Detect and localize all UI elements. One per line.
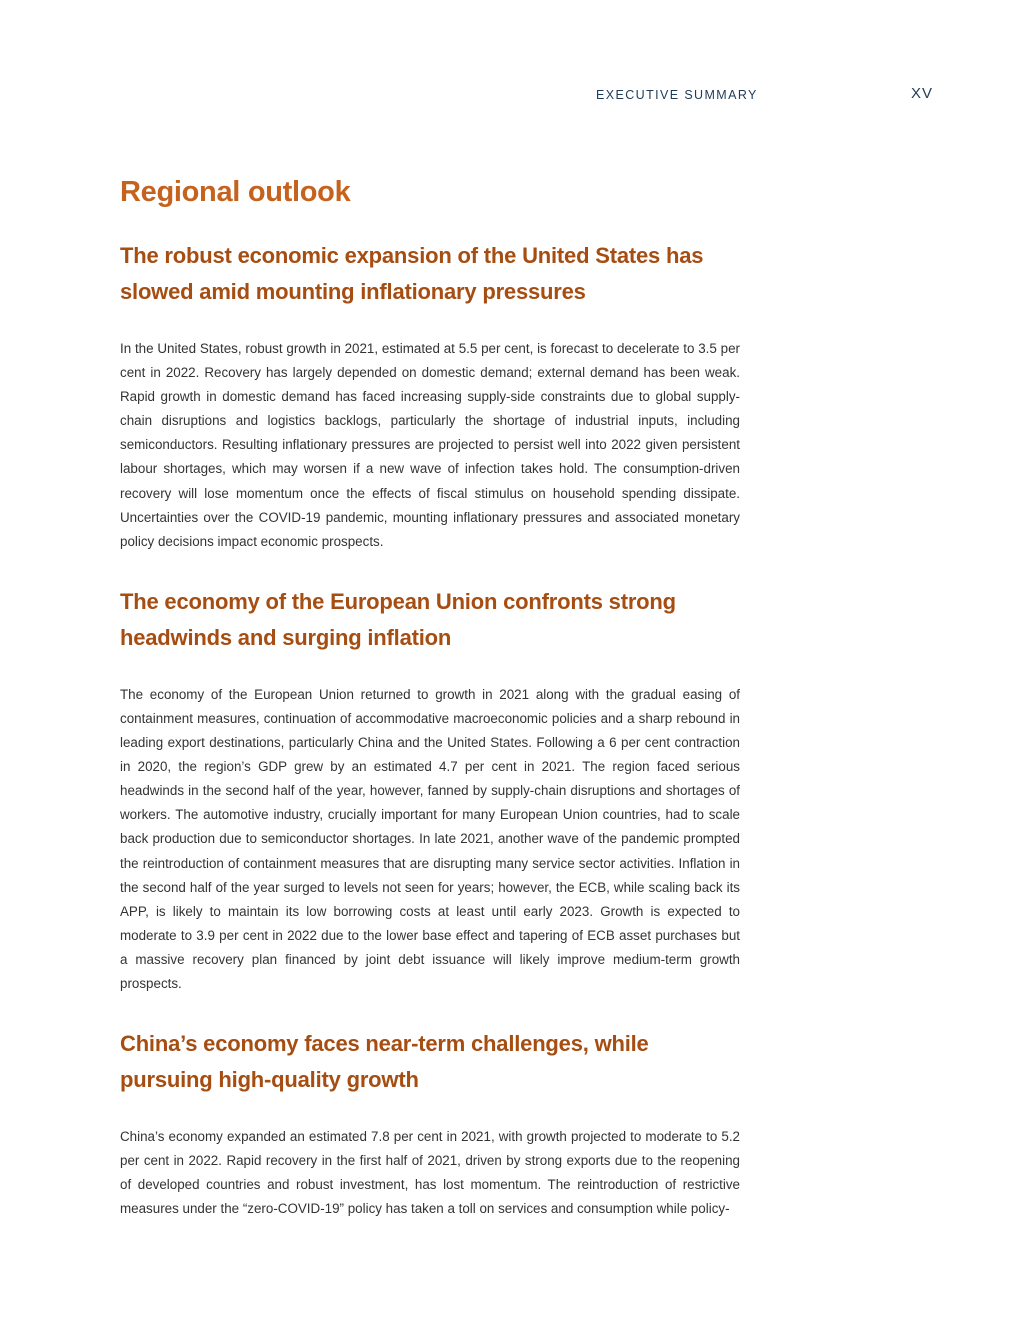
page-content (120, 172, 740, 1221)
subheading-china: China’s economy faces near-term challenges, while pursuing high-quality growth (120, 1031, 649, 1093)
section-title: Regional outlook (120, 176, 351, 208)
subheading-united-states: The robust economic expansion of the United States has slowed amid mounting inflationary pressures (120, 243, 704, 304)
paragraph-european-union: The economy of the European Union returned to growth in 2021 along with the gradual easing of containment measures, continuation of accommodative macroeconomic policies and a sharp rebound in leading export destinations, particularly China and the United States. Following a 6 per cent contraction in 2020, the region’s GDP grew by an estimated 4.7 per cent in 2021. The region faced serious headwinds in the second half of the year, however, fanned by supply-chain disruptions and shortages of workers. The automotive industry, crucially important for many European Union countries, had to scale back production due to semiconductor shortages. In late 2021, another wave of the pandemic prompted the reintroduction of containment measures that are disrupting many service sector activities. Inflation in the second half of the year surged to levels not seen for years; however, the ECB, while scaling back its APP, is likely to maintain its low borrowing costs at least until early 2023. Growth is expected to moderate to 3.9 per cent in 2022 due to the lower base effect and tapering of ECB asset purchases but a massive recovery plan financed by joint debt issuance will likely improve medium-term growth prospects. (120, 686, 740, 991)
page-number: XV (911, 85, 934, 102)
paragraph-china: China’s economy expanded an estimated 7.8 per cent in 2021, with growth projected to moderate to 5.2 per cent in 2022. Rapid recovery in the first half of 2021, driven by strong exports due to the reopening of developed countries and robust investment, has lost momentum. The reintroduction of restrictive measures under the “zero-COVID-19” policy has taken a toll on services and consumption while policy- (120, 1129, 740, 1217)
running-head: EXECUTIVE SUMMARY (596, 88, 758, 102)
paragraph-united-states: In the United States, robust growth in 2021, estimated at 5.5 per cent, is forecast to decelerate to 3.5 per cent in 2022. Recovery has largely depended on domestic demand; external demand has been weak. Rapid growth in domestic demand has faced increasing supply-side constraints due to global supply-chain disruptions and logistics backlogs, particularly the shortage of industrial inputs, including semiconductors. Resulting inflationary pressures are projected to persist well into 2022 given persistent labour shortages, which may worsen if a new wave of infection takes hold. The consumption-driven recovery will lose momentum once the effects of fiscal stimulus on household spending dissipate. Uncertainties over the COVID-19 pandemic, mounting inflationary pressures and associated monetary policy decisions impact economic prospects. (120, 341, 740, 549)
subheading-european-union: The economy of the European Union confronts strong headwinds and surging inflation (120, 588, 676, 650)
